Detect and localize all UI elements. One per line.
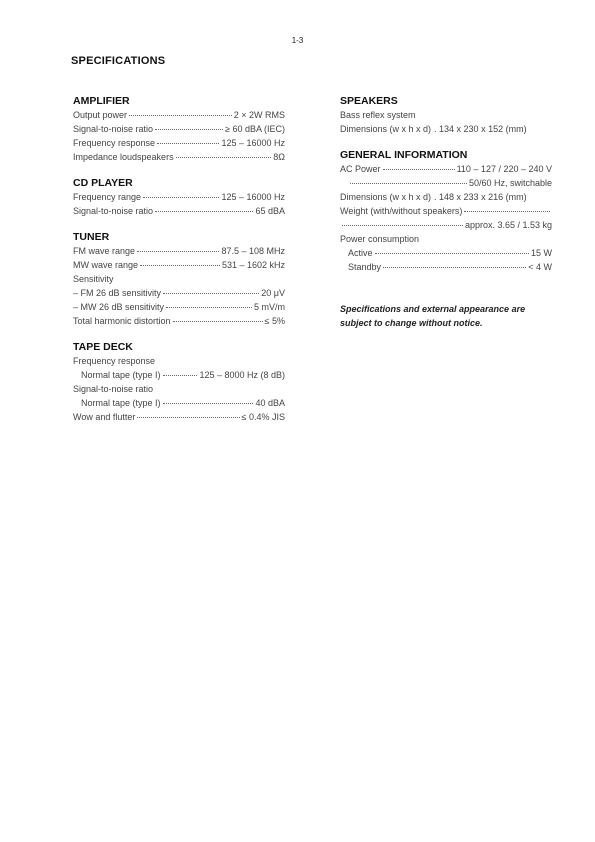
spec-row <box>340 190 552 204</box>
spec-row <box>340 122 552 136</box>
dot-leader <box>137 417 239 418</box>
spec-row <box>340 246 552 260</box>
spec-label: – FM 26 dB sensitivity <box>73 288 162 298</box>
spec-value: 8Ω <box>273 152 285 162</box>
page-number: 1-3 <box>291 36 304 45</box>
dot-leader <box>137 251 219 252</box>
spec-value: 65 dBA <box>255 206 285 216</box>
spec-label: Dimensions (w x h x d) <box>340 124 432 134</box>
cd-player-heading: CD PLAYER <box>73 177 133 189</box>
spec-label: – MW 26 dB sensitivity <box>73 302 165 312</box>
spec-label: Wow and flutter <box>73 412 136 422</box>
amplifier-heading: AMPLIFIER <box>73 95 130 107</box>
general-info-heading: GENERAL INFORMATION <box>340 149 468 161</box>
bass-reflex-text: Bass reflex system <box>340 110 416 120</box>
spec-value: ≥ 60 dBA (IEC) <box>225 124 285 134</box>
spec-row <box>73 314 285 328</box>
spec-value: ≤ 0.4% JIS <box>241 412 285 422</box>
tape-deck-section <box>73 340 285 424</box>
spec-value: 2 × 2W RMS <box>233 110 285 120</box>
spec-label: Active <box>348 248 373 258</box>
spec-row <box>73 300 285 314</box>
spec-row <box>340 162 552 176</box>
dot-leader <box>163 293 259 294</box>
tuner-section <box>73 230 285 328</box>
spec-label: Weight (with/without speakers) <box>340 206 463 216</box>
dot-leader <box>383 267 526 268</box>
page-title: SPECIFICATIONS <box>71 55 166 67</box>
dot-leader <box>166 307 252 308</box>
spec-label: Impedance loudspeakers <box>73 152 174 162</box>
spec-row <box>73 244 285 258</box>
dot-leader <box>163 375 198 376</box>
dot-leader <box>176 157 272 158</box>
spec-value: . 148 x 233 x 216 (mm) <box>434 192 527 202</box>
general-info-section <box>340 148 552 274</box>
spec-label: Standby <box>348 262 382 272</box>
dot-leader <box>464 211 550 212</box>
spec-value: 40 dBA <box>255 398 285 408</box>
snr-label: Signal-to-noise ratio <box>73 384 154 394</box>
spec-value: approx. 3.65 / 1.53 kg <box>464 220 552 230</box>
dot-leader <box>350 183 467 184</box>
dot-leader <box>375 253 529 254</box>
frequency-response-label: Frequency response <box>73 356 156 366</box>
spec-label: MW wave range <box>73 260 139 270</box>
spec-label: Normal tape (type I) <box>81 398 161 408</box>
spec-row <box>340 176 552 190</box>
spec-row <box>73 258 285 272</box>
spec-label: Frequency response <box>73 138 156 148</box>
spec-value: 125 – 16000 Hz <box>221 138 285 148</box>
spec-row <box>73 410 285 424</box>
spec-label: Signal-to-noise ratio <box>73 206 154 216</box>
spec-row <box>340 218 552 232</box>
spec-row <box>73 286 285 300</box>
left-column <box>73 94 285 436</box>
spec-row <box>73 204 285 218</box>
spec-value: 125 – 8000 Hz (8 dB) <box>199 370 285 380</box>
spec-value: 125 – 16000 Hz <box>221 192 285 202</box>
dot-leader <box>129 115 232 116</box>
spec-value: . 134 x 230 x 152 (mm) <box>434 124 527 134</box>
spec-row <box>73 396 285 410</box>
spec-row <box>340 204 552 218</box>
power-consumption-label: Power consumption <box>340 234 420 244</box>
spec-value: 110 – 127 / 220 – 240 V <box>456 164 552 174</box>
spec-value: 20 μV <box>261 288 285 298</box>
dot-leader <box>163 403 254 404</box>
spec-row <box>73 136 285 150</box>
spec-label: Total harmonic distortion <box>73 316 171 326</box>
spec-label: AC Power <box>340 164 381 174</box>
dot-leader <box>155 129 223 130</box>
sensitivity-label: Sensitivity <box>73 274 114 284</box>
spec-label: Frequency range <box>73 192 142 202</box>
spec-row <box>340 260 552 274</box>
spec-value: 50/60 Hz, switchable <box>468 178 552 188</box>
dot-leader <box>155 211 253 212</box>
spec-value: 87.5 – 108 MHz <box>221 246 285 256</box>
spec-row <box>73 190 285 204</box>
spec-label: Output power <box>73 110 128 120</box>
dot-leader <box>342 225 463 226</box>
spec-row <box>73 108 285 122</box>
speakers-section <box>340 94 552 136</box>
spec-label: Signal-to-noise ratio <box>73 124 154 134</box>
spec-value: 5 mV/m <box>253 302 285 312</box>
dot-leader <box>157 143 219 144</box>
spec-value: < 4 W <box>528 262 552 272</box>
spec-label: Dimensions (w x h x d) <box>340 192 432 202</box>
tape-deck-heading: TAPE DECK <box>73 341 133 353</box>
spec-value: 15 W <box>530 248 552 258</box>
tuner-heading: TUNER <box>73 231 110 243</box>
change-notice: Specifications and external appearance are subject to change without notice. <box>340 304 526 328</box>
spec-row <box>73 368 285 382</box>
speakers-heading: SPEAKERS <box>340 95 398 107</box>
spec-value: ≤ 5% <box>264 316 285 326</box>
spec-value: 531 – 1602 kHz <box>221 260 285 270</box>
cd-player-section <box>73 176 285 218</box>
spec-row <box>73 122 285 136</box>
dot-leader <box>383 169 455 170</box>
spec-label: Normal tape (type I) <box>81 370 161 380</box>
right-column <box>340 94 552 330</box>
spec-row <box>73 150 285 164</box>
amplifier-section <box>73 94 285 164</box>
dot-leader <box>143 197 219 198</box>
dot-leader <box>140 265 220 266</box>
spec-label: FM wave range <box>73 246 136 256</box>
dot-leader <box>173 321 263 322</box>
